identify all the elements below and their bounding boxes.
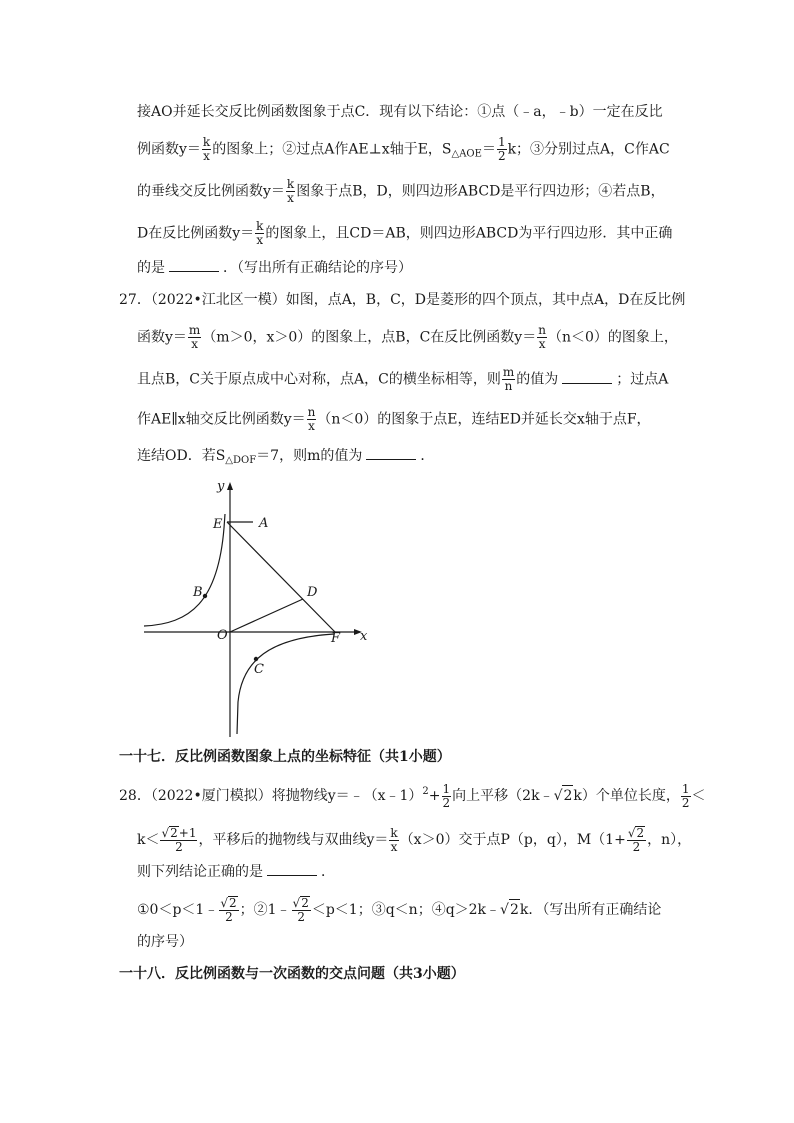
q26-line-5: 的是 ．（写出所有正确结论的序号） [137, 260, 412, 276]
q27-line-5: 连结OD．若$S_{\triangle DOF}=7$，则m的值为 ． [137, 448, 435, 466]
label-c: C [254, 662, 264, 677]
q27-line-2: 函数y＝ $\frac{m}{x}$ （m＞0，x＞0）的图象上，点B，C在反比例函数y＝ $\frac{n}{x}$ （n＜0）的图象上， [137, 323, 678, 351]
label-o: O [217, 628, 228, 643]
q26-line-3: 的垂线交反比例函数y＝ $\frac{k}{x}$ 图象于点B，D，则四边形ABCD是平行四边形；④若点B， [137, 177, 665, 205]
fraction-sqrt2-over-2: $\frac{√2}{2}$ [627, 826, 645, 854]
label-d: D [307, 585, 318, 600]
q28-line-4: ①0＜p＜1﹣ $\frac{√2}{2}$ ；②1﹣ $\frac{√2}{2}$ ＜p＜1；③q＜n；④q＞2k﹣√2k．（写出所有正确结论 [137, 896, 662, 924]
q28-line-2: k＜ $\frac{√2+1}{2}$ ，平移后的抛物线与双曲线y＝ $\frac{k}{x}$ （x＞0）交于点P（p，q），M（1+ $\frac{√2}{2}$ ，n）， [137, 825, 692, 854]
point-c [254, 657, 258, 661]
hyperbola-branch-lower-right [237, 634, 334, 734]
fraction-m-over-x: $\frac{m}{x}$ [188, 323, 201, 351]
point-b [203, 594, 207, 598]
section-heading-17: 一十七．反比例函数图象上点的坐标特征（共1小题） [119, 749, 451, 765]
section-heading-18: 一十八．反比例函数与一次函数的交点问题（共3小题） [119, 966, 465, 982]
fraction-n-over-x: $\frac{n}{x}$ [538, 323, 546, 351]
fraction-sqrt2-plus1-over-2: $\frac{√2+1}{2}$ [161, 826, 197, 854]
hyperbola-figure [130, 472, 390, 742]
fraction-one-half: $\frac{1}{2}$ [442, 781, 451, 810]
q27-line-3: 且点B，C关于原点成中心对称，点A，C的横坐标相等，则 $\frac{m}{n}$ 的值为 ；过点A [137, 365, 669, 393]
label-x: x [360, 629, 368, 644]
fraction-k-over-x: $\frac{k}{x}$ [202, 135, 211, 163]
label-e: E [213, 517, 223, 532]
fraction-k-over-x: $\frac{k}{x}$ [256, 219, 264, 247]
fraction-k-over-x: $\frac{k}{x}$ [286, 177, 295, 205]
q28-line-5: 的序号） [137, 934, 193, 950]
fraction-one-half: $\frac{1}{2}$ [497, 135, 506, 163]
answer-blank[interactable] [366, 447, 416, 460]
fraction-n-over-x: $\frac{n}{x}$ [307, 405, 316, 433]
segment-ef [227, 522, 335, 632]
q26-line-2: 例函数y＝ $\frac{k}{x}$ 的图象上；②过点A作AE⊥x轴于E，$S_{\triangle AOE}=$ $\frac{1}{2}$ k；③分别过点A，C作AC [137, 135, 670, 163]
answer-blank[interactable] [169, 259, 219, 272]
fraction-sqrt2-over-2: $\frac{√2}{2}$ [292, 896, 309, 924]
fraction-m-over-n: $\frac{m}{n}$ [502, 365, 515, 393]
q27-line-4: 作AE∥x轴交反比例函数y＝ $\frac{n}{x}$ （n＜0）的图象于点E，连结ED并延长交x轴于点F， [137, 405, 651, 433]
label-f: F [331, 631, 341, 646]
q28-line-3: 则下列结论正确的是 ． [137, 864, 335, 880]
fraction-sqrt2-over-2: $\frac{√2}{2}$ [220, 896, 237, 924]
answer-blank[interactable] [562, 371, 612, 384]
fraction-one-half: $\frac{1}{2}$ [681, 781, 690, 810]
label-a: A [259, 516, 269, 531]
q26-line-4: D在反比例函数y＝ $\frac{k}{x}$ 的图象上，且CD＝AB，则四边形ABCD为平行四边形．其中正确 [137, 219, 673, 247]
q27-line-1: 27．（2022•江北区一模）如图，点A，B，C，D是菱形的四个顶点，其中点A，D在反比例 [119, 292, 686, 308]
label-b: B [193, 585, 203, 600]
q26-line-1: 接AO并延长交反比例函数图象于点C．现有以下结论：①点（﹣a，﹣b）一定在反比 [137, 104, 663, 120]
segment-od [230, 599, 303, 632]
label-y: y [217, 479, 225, 494]
y-axis-arrow [227, 482, 233, 490]
fraction-k-over-x: $\frac{k}{x}$ [390, 825, 398, 854]
answer-blank[interactable] [267, 863, 317, 876]
q28-line-1: 28．（2022•厦门模拟）将抛物线y＝﹣（x﹣1）$^2$+ $\frac{1}{2}$ 向上平移（2k﹣√2k）个单位长度， $\frac{1}{2}$ ＜ [119, 781, 706, 810]
